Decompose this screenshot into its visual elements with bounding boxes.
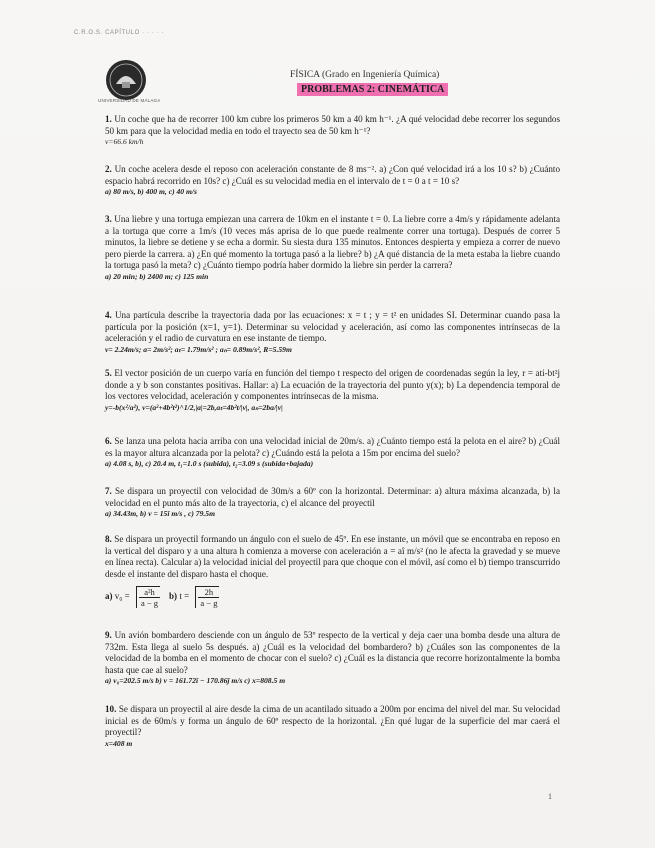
problem-text: Se dispara un proyectil con velocidad de 30m/s a 60º con la horizontal. Determinar: a) altura máxima alcanzada, b) la velocidad en el punto más alto de la trayectoria, c) el alcance del proyectil xyxy=(105,486,560,508)
problem-8 xyxy=(105,534,560,608)
answer-b-variable: t = xyxy=(179,591,190,602)
answer-b-label: b) xyxy=(169,591,178,602)
problem-text: Se dispara un proyectil formando un ángulo con el suelo de 45º. En ese instante, un móvil que se encontraba en reposo en la vertical del disparo y a una altura h comienza a moverse con aceleración a = aî m/s² (no le afecta la gravedad y se mueve en línea recta). Calcular a) la velocidad inicial del proyectil para que choque con el móvil, así como el b) tiempo transcurrido desde el instante del disparo hasta el choque. xyxy=(105,534,560,579)
problem-text: Una liebre y una tortuga empiezan una carrera de 10km en el instante t = 0. La liebre corre a 4m/s y rápidamente adelanta a la tortuga que corre a 1m/s (10 veces más aprisa de lo que puede realmente correr una tortuga). Después de correr 5 minutos, la liebre se detiene y se echa a dormir. Su siesta dura 135 minutos. Entonces despierta y empieza a correr de nuevo pero pierde la carrera. a) ¿En qué momento la tortuga pasó a la liebre? b) ¿A qué distancia de la meta estaba la liebre cuando la tortuga pasó la meta? c) ¿Cuánto tiempo podría haber dormido la liebre sin perder la carrera? xyxy=(105,214,560,271)
answer-b-numerator: 2h xyxy=(198,587,219,598)
problem-text: Se lanza una pelota hacia arriba con una velocidad inicial de 20m/s. a) ¿Cuánto tiempo está la pelota en el aire? b) ¿Cuál es la mayor altura alcanzada por la pelota? c) ¿Cuándo está la pelota a 15m por encima del suelo? xyxy=(105,436,560,458)
problem-answer: y=-b(x²/a²), v=(a²+4b²t²)^1/2,|a|=2b,aₜ=4b²t/|v|, aₙ=2ba/|v| xyxy=(105,402,283,412)
answer-a-sqrt xyxy=(136,586,160,608)
problem-10 xyxy=(105,704,560,749)
problem-number: 6. xyxy=(105,436,112,446)
answer-b-sqrt xyxy=(195,586,219,608)
answer-b-fraction xyxy=(198,587,219,608)
problem-answer: v=66.6 km/h xyxy=(105,137,144,147)
problem-6 xyxy=(105,436,560,469)
problem-answer: x=408 m xyxy=(105,738,133,748)
problem-8-formulas xyxy=(105,586,560,608)
answer-a-denominator: a − g xyxy=(140,598,159,609)
logo-caption: UNIVERSIDAD DE MÁLAGA xyxy=(98,98,161,103)
scan-header: C.R.O.S. CAPÍTULO · · · · · xyxy=(74,30,165,36)
problem-4 xyxy=(105,310,560,355)
problem-number: 3. xyxy=(105,214,112,224)
answer-a-variable: v₀ = xyxy=(114,591,130,602)
problem-number: 9. xyxy=(105,630,112,640)
problem-number: 1. xyxy=(105,114,112,124)
problem-number: 5. xyxy=(105,368,112,378)
problem-number: 4. xyxy=(105,310,112,320)
problem-number: 7. xyxy=(105,486,112,496)
problem-set-title: PROBLEMAS 2: CINEMÁTICA xyxy=(297,83,448,96)
problem-number: 2. xyxy=(105,164,112,174)
problem-answer: a) 4.08 s, b), c) 20.4 m, t₁=1.0 s (subida), t₂=3.09 s (subida+bajada) xyxy=(105,459,314,469)
problem-answer: v= 2.24m/s; a= 2m/s²; aₜ= 1.79m/s² ; aₙ= 0.89m/s², R=5.59m xyxy=(105,344,292,354)
problem-text: Una partícula describe la trayectoria dada por las ecuaciones: x = t ; y = t² en unidades SI. Determinar cuando pasa la partícula por la posición (x=1, y=1). Determinar su velocidad y aceleración, así como las componentes intrínsecas de la aceleración y el radio de curvatura en ese instante de tiempo. xyxy=(105,310,561,344)
problem-answer: a) 34.43m, b) v = 15î m/s , c) 79.5m xyxy=(105,509,215,519)
problem-5 xyxy=(105,368,560,413)
problem-7 xyxy=(105,486,560,519)
course-title: FÍSICA (Grado en Ingeniería Química) xyxy=(290,70,440,80)
answer-a-fraction xyxy=(139,587,160,608)
problem-text: Un avión bombardero desciende con un ángulo de 53º respecto de la vertical y deja caer una bomba desde una altura de 732m. Esta llega al suelo 5s después. a) ¿Cuál es la velocidad del bombardero? b) ¿Cuáles son las componentes de la velocidad de la bomba en el momento de chocar con el suelo? c) ¿Cuál es la distancia que recorre horizontalmente la bomba hasta que cae al suelo? xyxy=(105,630,560,675)
answer-a-label: a) xyxy=(105,591,113,602)
problem-answer: a) 20 min; b) 2400 m; c) 125 min xyxy=(105,271,209,281)
page-number: 1 xyxy=(548,792,552,801)
problem-text: Un coche acelera desde el reposo con aceleración constante de 8 ms⁻². a) ¿Con qué velocidad irá a los 10 s? b) ¿Cuánto espacio habrá recorrido en 10s? c) ¿Cuál es su velocidad media en el intervalo de t = 0 a t = 10 s? xyxy=(105,164,561,186)
problem-text: El vector posición de un cuerpo varía en función del tiempo t respecto del origen de coordenadas según la ley, r = ati-bt²j donde a y b son constantes positivas. Hallar: a) La ecuación de la trayectoria del punto y(x); b) La dependencia temporal de los vectores velocidad, aceleración y componentes intrínsecas de la misma. xyxy=(105,368,560,402)
problem-answer: a) 80 m/s, b) 400 m, c) 40 m/s xyxy=(105,187,197,197)
problem-9 xyxy=(105,630,560,686)
answer-a-numerator: a²h xyxy=(139,587,160,598)
problem-number: 10. xyxy=(105,704,117,714)
problem-answer: a) v₀=202.5 m/s b) v = 161.72î − 170.86ĵ m/s c) x=808.5 m xyxy=(105,676,286,686)
problem-number: 8. xyxy=(105,534,112,544)
problem-1 xyxy=(105,114,560,147)
problem-3 xyxy=(105,214,560,282)
answer-b-denominator: a − g xyxy=(200,598,218,609)
university-logo-icon xyxy=(104,58,148,102)
problem-text: Se dispara un proyectil al aire desde la cima de un acantilado situado a 200m por encima del nivel del mar. Su velocidad inicial es de 60m/s y forma un ángulo de 60º respecto de la horizontal. ¿En qué lugar de la superficie del mar caerá el proyectil? xyxy=(105,704,560,738)
problem-2 xyxy=(105,164,560,197)
problem-text: Un coche que ha de recorrer 100 km cubre los primeros 50 km a 40 km h⁻¹. ¿A qué velocidad debe recorrer los segundos 50 km para que la velocidad media en todo el trayecto sea de 50 km h⁻¹? xyxy=(105,114,560,136)
